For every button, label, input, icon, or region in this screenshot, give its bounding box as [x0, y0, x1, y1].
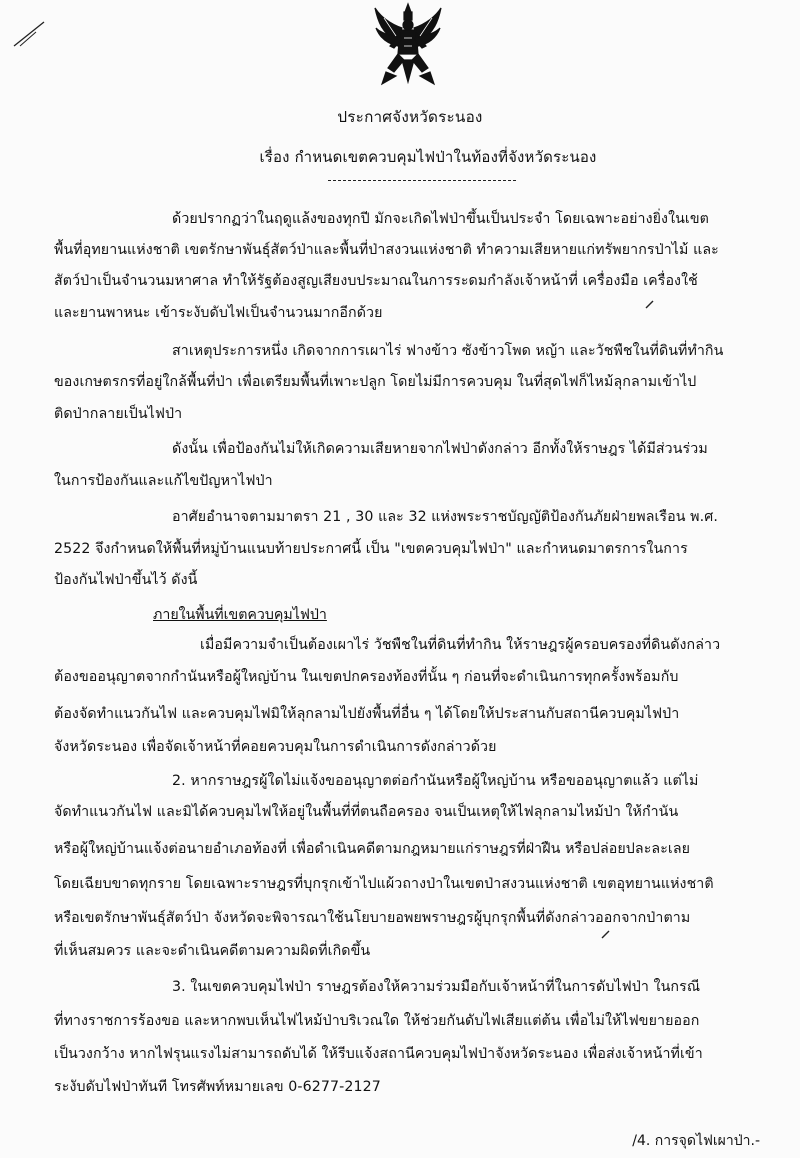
item-line: หรือผู้ใหญ่บ้านแจ้งต่อนายอำเภอท้องที่ เพื่อดำเนินคดีตามกฎหมายแก่ราษฎรที่ฝ่าฝืน หรือปล่อยปละละเลย	[54, 841, 691, 857]
body-line: ดังนั้น เพื่อป้องกันไม่ให้เกิดความเสียหายจากไฟป่าดังกล่าว อีกทั้งให้ราษฎร ได้มีส่วนร่วม	[172, 441, 708, 457]
item-line: ที่ทางราชการร้องขอ และหากพบเห็นไฟไหม้ป่าบริเวณใด ให้ช่วยกันดับไฟเสียแต่ต้น เพื่อไม่ให้ไฟขยายออก	[54, 1013, 700, 1029]
item-line: หรือเขตรักษาพันธุ์สัตว์ป่า จังหวัดจะพิจารณาใช้นโยบายอพยพราษฎรผู้บุกรุกพื้นที่ดังกล่าวออกจากป่าตาม	[54, 910, 691, 926]
item-line: เมื่อมีความจำเป็นต้องเผาไร่ วัชพืชในที่ดินที่ทำกิน ให้ราษฎรผู้ครอบครองที่ดินดังกล่าว	[200, 637, 721, 653]
body-line: สัตว์ป่าเป็นจำนวนมหาศาล ทำให้รัฐต้องสูญเสียงบประมาณในการระดมกำลังเจ้าหน้าที่ เครื่องมือ เครื่องใช้	[54, 273, 698, 289]
item-line: เป็นวงกว้าง หากไฟรุนแรงไม่สามารถดับได้ ให้รีบแจ้งสถานีควบคุมไฟป่าจังหวัดระนอง เพื่อส่งเจ้าหน้าที่เข้า	[54, 1046, 703, 1062]
body-line: 2522 จึงกำหนดให้พื้นที่หมู่บ้านแนบท้ายประกาศนี้ เป็น "เขตควบคุมไฟป่า" และกำหนดมาตรการในการ	[54, 541, 688, 557]
section-heading: ภายในพื้นที่เขตควบคุมไฟป่า	[153, 607, 327, 623]
body-line: อาศัยอำนาจตามมาตรา 21 , 30 และ 32 แห่งพระราชบัญญัติป้องกันภัยฝ่ายพลเรือน พ.ศ.	[172, 509, 718, 525]
item-line: ระงับดับไฟป่าทันที โทรศัพท์หมายเลข 0-6277-2127	[54, 1079, 381, 1095]
body-line: สาเหตุประการหนึ่ง เกิดจากการเผาไร่ ฟางข้าว ซังข้าวโพด หญ้า และวัชพืชในที่ดินที่ทำกิน	[172, 343, 724, 359]
announcement-title: ประกาศจังหวัดระนอง	[337, 108, 483, 126]
pen-tick-mark-icon	[644, 298, 656, 310]
item-line: ที่เห็นสมควร และจะดำเนินคดีตามความผิดที่เกิดขึ้น	[54, 943, 371, 959]
margin-pen-mark-icon	[10, 18, 50, 48]
body-line: ด้วยปรากฏว่าในฤดูแล้งของทุกปี มักจะเกิดไฟป่าขึ้นเป็นประจำ โดยเฉพาะอย่างยิ่งในเขต	[172, 211, 709, 227]
body-line: พื้นที่อุทยานแห่งชาติ เขตรักษาพันธุ์สัตว์ป่าและพื้นที่ป่าสงวนแห่งชาติ ทำความเสียหายแก่ทรัพยากรป่าไม้ และ	[54, 242, 719, 258]
item-line: 2. หากราษฎรผู้ใดไม่แจ้งขออนุญาตต่อกำนันหรือผู้ใหญ่บ้าน หรือขออนุญาตแล้ว แต่ไม่	[172, 773, 699, 789]
pen-tick-mark-icon	[600, 928, 612, 940]
item-line: ต้องขออนุญาตจากกำนันหรือผู้ใหญ่บ้าน ในเขตปกครองท้องที่นั้น ๆ ก่อนที่จะดำเนินการทุกครั้งพร้อมกับ	[54, 669, 679, 685]
item-line: โดยเฉียบขาดทุกราย โดยเฉพาะราษฎรที่บุกรุกเข้าไปแผ้วถางป่าในเขตป่าสงวนแห่งชาติ เขตอุทยานแห่งชาติ	[54, 876, 714, 892]
body-line: ป้องกันไฟป่าขึ้นไว้ ดังนี้	[54, 572, 198, 588]
item-line: จัดทำแนวกันไฟ และมิได้ควบคุมไฟให้อยู่ในพื้นที่ที่ตนถือครอง จนเป็นเหตุให้ไฟลุกลามไหม้ป่า ให้กำนัน	[54, 804, 679, 820]
body-line: และยานพาหนะ เข้าระงับดับไฟเป็นจำนวนมากอีกด้วย	[54, 305, 383, 321]
item-line: ต้องจัดทำแนวกันไฟ และควบคุมไฟมิให้ลุกลามไปยังพื้นที่อื่น ๆ ได้โดยให้ประสานกับสถานีควบคุมไฟป่า	[54, 706, 680, 722]
garuda-emblem-icon	[372, 2, 444, 88]
title-divider	[328, 180, 516, 181]
body-line: ในการป้องกันและแก้ไขปัญหาไฟป่า	[54, 473, 273, 489]
body-line: ติดป่ากลายเป็นไฟป่า	[54, 406, 183, 422]
item-line: 3. ในเขตควบคุมไฟป่า ราษฎรต้องให้ความร่วมมือกับเจ้าหน้าที่ในการดับไฟป่า ในกรณี	[172, 979, 701, 995]
item-line: จังหวัดระนอง เพื่อจัดเจ้าหน้าที่คอยควบคุมในการดำเนินการดังกล่าวด้วย	[54, 739, 497, 755]
body-line: ของเกษตรกรที่อยู่ใกล้พื้นที่ป่า เพื่อเตรียมพื้นที่เพาะปลูก โดยไม่มีการควบคุม ในที่สุดไฟก็ไหม้ลุกลามเข้าไป	[54, 374, 697, 390]
continuation-note: /4. การจุดไฟเผาป่า.-	[632, 1133, 760, 1149]
announcement-subject: เรื่อง กำหนดเขตควบคุมไฟป่าในท้องที่จังหวัดระนอง	[259, 148, 597, 166]
